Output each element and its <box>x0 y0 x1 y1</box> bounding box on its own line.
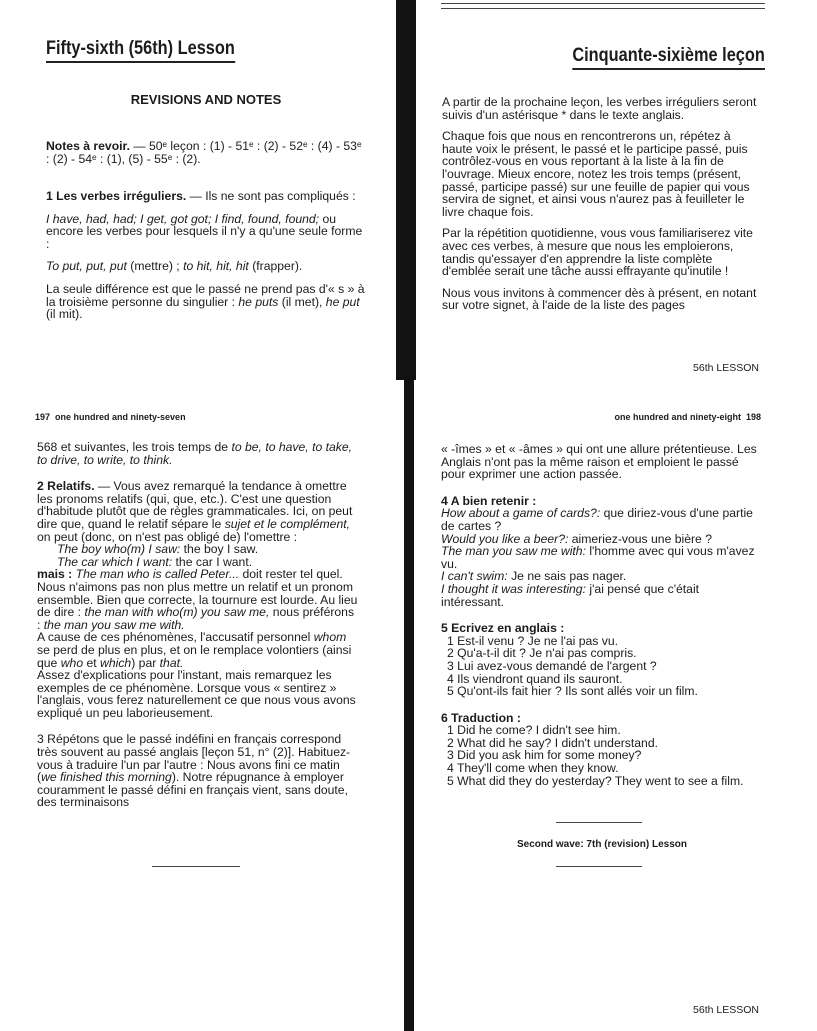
s2-d-et: et <box>86 655 97 670</box>
end-rule-right <box>556 866 642 867</box>
s1-il-mit: (il mit). <box>46 307 83 322</box>
s4-line <box>441 583 763 608</box>
s4-line <box>441 545 763 570</box>
s3-en: we finished this morning <box>41 770 172 785</box>
mais-en: The man who is called Peter... <box>75 567 240 582</box>
s4-en: The man you saw me with: <box>441 544 586 559</box>
s2-c-en1: the man with who(m) you saw me, <box>84 605 270 620</box>
s2-d-who: who <box>60 655 84 670</box>
folio-right-number: 198 <box>745 412 761 422</box>
s2-c-en2: the man you saw me with. <box>43 617 185 632</box>
bottom-right-column <box>441 443 763 787</box>
s2-i1: sujet et le complément, <box>224 516 351 531</box>
s2-e: Assez d'explications pour l'instant, mais remarquez les exemples de ce phénomène. Lorsque vous « sentirez » l'anglais, vous ferez naturellement ce que nous vous avons expliqué un peu laborieusement. <box>37 668 356 720</box>
footer-lesson-top: 56th LESSON <box>693 362 759 374</box>
list-item: 3 Did you ask him for some money? <box>447 748 642 763</box>
notes-paragraph <box>46 140 368 165</box>
ex1-en: The boy who(m) I saw: <box>57 542 181 557</box>
s4-label: 4 A bien retenir : <box>441 493 537 508</box>
list-item: 1 Est-il venu ? Je ne l'ai pas vu. <box>447 633 619 648</box>
s2-d3: ) par <box>131 655 157 670</box>
s1-examples: I have, had, had; I get, got got; I find, found, found; <box>46 211 320 226</box>
right-intro <box>442 96 764 312</box>
section-irregular-verbs <box>46 190 368 321</box>
ex2-en: The car which I want: <box>57 554 173 569</box>
s1-il-met: (il met), <box>281 294 323 309</box>
list-item: 2 What did he say? I didn't understand. <box>447 735 659 750</box>
list-item: 5 What did they do yesterday? They went to see a film. <box>447 773 744 788</box>
s1-he-put: he put <box>325 294 360 309</box>
top-rule-2 <box>441 8 765 9</box>
br-p1: « -îmes » et « -âmes » qui ont une allure prétentieuse. Les Anglais n'ont pas la même raison et emploient le passé pour exprimer une action passée. <box>441 442 757 482</box>
s2-a: — Vous avez remarqué la tendance à omettre les pronoms relatifs (qui, que, etc.). C'est une question d'habitude plutôt que de règles grammaticales. Ici, on peut dire que, quand le relatif sépare le <box>37 479 353 531</box>
s4-en: Would you like a beer?: <box>441 531 569 546</box>
s3-b: ). Notre répugnance à employer couramment le passé défini en français vient, sans doute, des terminaisons <box>37 770 348 810</box>
folio-right <box>614 412 761 422</box>
folio-left-text: one hundred and ninety-seven <box>55 412 186 422</box>
right-p4: Nous vous invitons à commencer dès à présent, en notant sur votre signet, à l'aide de la liste des pages <box>442 285 757 313</box>
s1-hit: to hit, hit, hit <box>183 259 249 274</box>
s2-c: Nous n'aimons pas non plus mettre un relatif et un pronom ensemble. Bien que correcte, la tournure est lourde. Au lieu de dire : <box>37 579 358 620</box>
right-p2: Chaque fois que nous en rencontrerons un, répétez à haute voix le présent, le passé et le participe passé, puis contrôlez-vous en vous reportant à la liste à la fin de l'ouvrage. Mieux encore, notez les trois temps (présent, passé, participe passé) sur une feuille de papier qui vous servira de signet, et ainsi vous n'aurez pas à feuilleter le livre chaque fois. <box>442 129 750 219</box>
top-rule <box>441 3 765 4</box>
ex2-fr: the car I want. <box>175 554 253 569</box>
s1-label: 1 Les verbes irréguliers. <box>46 189 187 203</box>
s4-list <box>441 507 763 608</box>
s6-label: 6 Traduction : <box>441 710 521 725</box>
book-spine <box>396 0 416 380</box>
s2-d: A cause de ces phénomènes, l'accusatif personnel <box>37 630 311 645</box>
section-heading: REVISIONS AND NOTES <box>130 92 282 107</box>
bl-p1b: to be, to have, to take, to drive, to write, to think. <box>37 440 353 467</box>
footer-lesson-bottom: 56th LESSON <box>693 1004 759 1016</box>
s2-c-mid: nous préférons : <box>37 605 355 632</box>
notes-text: — 50ᵉ leçon : (1) - 51ᵉ : (2) - 52ᵉ : (4) - 53ᵉ : (2) - 54ᵉ : (1), (5) - 55ᵉ : (2). <box>46 139 362 166</box>
s4-en: How about a game of cards?: <box>441 506 601 521</box>
s1-he-puts: he puts <box>238 294 279 309</box>
s4-en: I thought it was interesting: <box>441 581 586 596</box>
s1-put: To put, put, put <box>46 259 127 274</box>
s2-label: 2 Relatifs. <box>37 479 95 494</box>
s2-d-which: which <box>100 655 132 670</box>
s2-d2: se perd de plus en plus, et on le remplace volontiers (ainsi que <box>37 642 352 670</box>
folio-left <box>35 412 186 422</box>
s4-fr: Je ne sais pas nager. <box>511 569 627 584</box>
notes-label: Notes à revoir. <box>46 139 130 153</box>
s1-put-fr: (mettre) ; <box>130 259 180 274</box>
list-item: 3 Lui avez-vous demandé de l'argent ? <box>447 658 657 673</box>
list-item: 4 They'll come when they know. <box>447 761 619 776</box>
s4-fr: que diriez-vous d'une partie de cartes ? <box>441 506 753 533</box>
s4-en: I can't swim: <box>441 569 508 584</box>
s4-fr: j'ai pensé que c'était intéressant. <box>441 581 700 609</box>
s2-b: on peut (donc, on n'est pas obligé de) l'omettre : <box>37 529 298 544</box>
s4-fr: l'homme avec qui vous m'avez vu. <box>441 544 755 571</box>
s5-list <box>441 635 763 698</box>
s4-line <box>441 507 763 532</box>
list-item: 1 Did he come? I didn't see him. <box>447 723 621 738</box>
s1-text: — Ils ne sont pas compliqués : <box>189 189 356 203</box>
answers-end-rule <box>556 822 642 823</box>
list-item: 5 Qu'ont-ils fait hier ? Ils sont allés voir un film. <box>447 684 698 699</box>
list-item: 4 Ils viendront quand ils sauront. <box>447 671 623 686</box>
second-wave-note: Second wave: 7th (revision) Lesson <box>516 839 688 850</box>
list-item: 2 Qu'a-t-il dit ? Je n'ai pas compris. <box>447 646 637 661</box>
s6-list <box>441 724 763 787</box>
s1-rule: La seule différence est que le passé ne prend pas d'« s » à la troisième personne du singulier : <box>46 281 365 309</box>
ex1-fr: the boy I saw. <box>183 542 259 557</box>
s1-examples-rest: ou encore les verbes pour lesquels il n'y a qu'une seule forme : <box>46 211 363 251</box>
book-spine-lower <box>404 380 414 1031</box>
right-p3: Par la répétition quotidienne, vous vous familiariserez vite avec ces verbes, à mesure que nous les emploierons, tandis qu'essayer d'en apprendre la liste complète d'emblée serait une tâche aussi effrayante qu'inutile ! <box>442 226 753 279</box>
mais-label: mais : <box>37 567 73 582</box>
bl-p1a: 568 et suivantes, les trois temps de <box>37 440 229 454</box>
bottom-left-column <box>37 441 359 809</box>
end-rule-left <box>152 866 240 867</box>
folio-right-text: one hundred and ninety-eight <box>614 412 741 422</box>
page-title-french: Cinquante-sixième leçon <box>572 45 765 70</box>
s5-label: 5 Ecrivez en anglais : <box>441 621 565 636</box>
page-title-english: Fifty-sixth (56th) Lesson <box>46 38 235 63</box>
mais-fr: doit rester tel quel. <box>242 567 343 582</box>
s4-fr: aimeriez-vous une bière ? <box>571 531 712 546</box>
s2-d-that: that. <box>159 655 184 670</box>
s2-d-whom: whom <box>313 630 347 645</box>
folio-left-number: 197 <box>35 412 51 422</box>
s3-a: 3 Répétons que le passé indéfini en français correspond très souvent au passé anglais [leçon 51, n° (2)]. Habituez-vous à traduire l'un par l'autre : Nous avons fini ce matin ( <box>37 732 351 785</box>
s1-hit-fr: (frapper). <box>252 259 303 274</box>
right-p1: A partir de la prochaine leçon, les verbes irréguliers seront suivis d'un astérisque * dans le texte anglais. <box>442 95 757 122</box>
